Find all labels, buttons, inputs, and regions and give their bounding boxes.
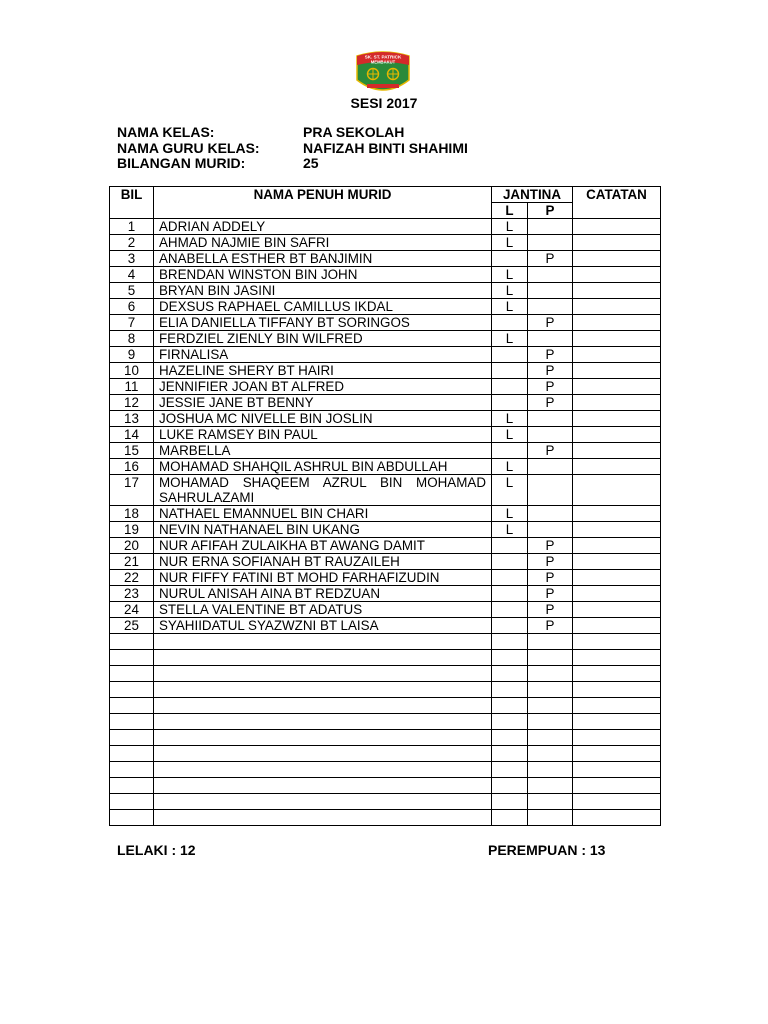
- table-row: [110, 618, 661, 634]
- cell-bil: 6: [110, 299, 154, 315]
- cell-male: [492, 618, 528, 634]
- header-notes: CATATAN: [573, 187, 661, 219]
- cell-male: [492, 251, 528, 267]
- header-gender: JANTINA: [492, 187, 573, 203]
- cell-notes: [573, 554, 661, 570]
- cell-student-name: BRYAN BIN JASINI: [154, 283, 492, 299]
- cell-bil: 13: [110, 411, 154, 427]
- table-row: [110, 315, 661, 331]
- cell-bil: 19: [110, 522, 154, 538]
- cell-bil: 3: [110, 251, 154, 267]
- empty-cell: [110, 682, 154, 698]
- info-value: PRA SEKOLAH: [303, 124, 405, 140]
- table-row: [110, 347, 661, 363]
- empty-cell: [573, 682, 661, 698]
- cell-male: L: [492, 427, 528, 443]
- cell-student-name: ANABELLA ESTHER BT BANJIMIN: [154, 251, 492, 267]
- cell-notes: [573, 315, 661, 331]
- table-row: [110, 251, 661, 267]
- empty-cell: [154, 634, 492, 650]
- table-row: [110, 586, 661, 602]
- cell-notes: [573, 251, 661, 267]
- table-row: [110, 283, 661, 299]
- male-total: LELAKI : 12: [117, 842, 196, 858]
- cell-male: L: [492, 411, 528, 427]
- cell-notes: [573, 395, 661, 411]
- empty-cell: [110, 698, 154, 714]
- table-row: [110, 443, 661, 459]
- empty-cell: [154, 714, 492, 730]
- cell-student-name: ELIA DANIELLA TIFFANY BT SORINGOS: [154, 315, 492, 331]
- empty-cell: [110, 730, 154, 746]
- empty-cell: [110, 746, 154, 762]
- empty-cell: [110, 794, 154, 810]
- empty-cell: [154, 810, 492, 826]
- empty-row: [110, 682, 661, 698]
- cell-female: P: [528, 315, 573, 331]
- cell-bil: 17: [110, 475, 154, 506]
- cell-bil: 14: [110, 427, 154, 443]
- empty-cell: [110, 762, 154, 778]
- cell-male: [492, 347, 528, 363]
- empty-cell: [492, 714, 528, 730]
- cell-male: [492, 379, 528, 395]
- cell-student-name: JENNIFIER JOAN BT ALFRED: [154, 379, 492, 395]
- cell-female: [528, 219, 573, 235]
- cell-female: P: [528, 538, 573, 554]
- empty-cell: [573, 762, 661, 778]
- cell-student-name: FERDZIEL ZIENLY BIN WILFRED: [154, 331, 492, 347]
- empty-cell: [110, 714, 154, 730]
- cell-bil: 5: [110, 283, 154, 299]
- empty-cell: [154, 746, 492, 762]
- cell-bil: 7: [110, 315, 154, 331]
- cell-bil: 1: [110, 219, 154, 235]
- school-crest-logo: [353, 50, 413, 96]
- empty-cell: [528, 794, 573, 810]
- empty-cell: [154, 666, 492, 682]
- empty-cell: [573, 698, 661, 714]
- empty-cell: [492, 650, 528, 666]
- cell-student-name: NURUL ANISAH AINA BT REDZUAN: [154, 586, 492, 602]
- teacher-name-row: [117, 141, 468, 157]
- cell-notes: [573, 475, 661, 506]
- cell-female: [528, 235, 573, 251]
- empty-cell: [528, 666, 573, 682]
- cell-student-name: FIRNALISA: [154, 347, 492, 363]
- cell-bil: 20: [110, 538, 154, 554]
- header-name: NAMA PENUH MURID: [154, 187, 492, 219]
- empty-cell: [528, 746, 573, 762]
- cell-male: [492, 443, 528, 459]
- cell-male: L: [492, 506, 528, 522]
- empty-row: [110, 762, 661, 778]
- table-row: [110, 235, 661, 251]
- cell-student-name: ADRIAN ADDELY: [154, 219, 492, 235]
- cell-male: [492, 570, 528, 586]
- cell-bil: 16: [110, 459, 154, 475]
- table-row: [110, 602, 661, 618]
- cell-female: P: [528, 443, 573, 459]
- cell-male: [492, 363, 528, 379]
- empty-cell: [492, 810, 528, 826]
- empty-cell: [528, 762, 573, 778]
- table-row: [110, 506, 661, 522]
- empty-cell: [492, 778, 528, 794]
- cell-notes: [573, 331, 661, 347]
- cell-female: [528, 411, 573, 427]
- student-count-row: [117, 156, 468, 172]
- roster-body: [110, 219, 661, 826]
- cell-male: [492, 554, 528, 570]
- cell-female: [528, 299, 573, 315]
- empty-cell: [110, 810, 154, 826]
- empty-cell: [573, 778, 661, 794]
- empty-cell: [573, 810, 661, 826]
- cell-bil: 21: [110, 554, 154, 570]
- table-row: [110, 299, 661, 315]
- empty-cell: [154, 730, 492, 746]
- cell-male: L: [492, 283, 528, 299]
- class-name-row: [117, 125, 468, 141]
- cell-notes: [573, 267, 661, 283]
- cell-male: L: [492, 522, 528, 538]
- cell-notes: [573, 427, 661, 443]
- svg-text:SK. ST. PATRICK: SK. ST. PATRICK: [364, 54, 402, 60]
- student-roster-table: [109, 186, 661, 826]
- cell-female: P: [528, 586, 573, 602]
- cell-student-name: SYAHIIDATUL SYAZWZNI BT LAISA: [154, 618, 492, 634]
- empty-cell: [573, 730, 661, 746]
- info-label: NAMA GURU KELAS:: [117, 139, 260, 156]
- empty-row: [110, 666, 661, 682]
- cell-student-name: NUR ERNA SOFIANAH BT RAUZAILEH: [154, 554, 492, 570]
- cell-bil: 11: [110, 379, 154, 395]
- cell-male: L: [492, 267, 528, 283]
- cell-notes: [573, 219, 661, 235]
- cell-notes: [573, 459, 661, 475]
- empty-cell: [492, 634, 528, 650]
- cell-notes: [573, 283, 661, 299]
- empty-cell: [528, 810, 573, 826]
- empty-cell: [492, 698, 528, 714]
- cell-bil: 24: [110, 602, 154, 618]
- empty-cell: [154, 778, 492, 794]
- cell-student-name: AHMAD NAJMIE BIN SAFRI: [154, 235, 492, 251]
- table-row: [110, 379, 661, 395]
- cell-notes: [573, 602, 661, 618]
- empty-cell: [528, 698, 573, 714]
- cell-student-name: NUR AFIFAH ZULAIKHA BT AWANG DAMIT: [154, 538, 492, 554]
- cell-male: L: [492, 459, 528, 475]
- cell-bil: 4: [110, 267, 154, 283]
- cell-notes: [573, 299, 661, 315]
- empty-cell: [154, 650, 492, 666]
- cell-bil: 15: [110, 443, 154, 459]
- cell-notes: [573, 586, 661, 602]
- cell-notes: [573, 538, 661, 554]
- cell-notes: [573, 522, 661, 538]
- empty-row: [110, 746, 661, 762]
- table-row: [110, 363, 661, 379]
- cell-female: [528, 427, 573, 443]
- cell-notes: [573, 570, 661, 586]
- table-row: [110, 538, 661, 554]
- cell-female: P: [528, 618, 573, 634]
- empty-row: [110, 730, 661, 746]
- cell-bil: 25: [110, 618, 154, 634]
- cell-female: [528, 331, 573, 347]
- svg-text:MEMBAKUT: MEMBAKUT: [370, 59, 396, 65]
- cell-bil: 9: [110, 347, 154, 363]
- cell-female: P: [528, 379, 573, 395]
- empty-row: [110, 794, 661, 810]
- empty-cell: [528, 778, 573, 794]
- table-row: [110, 219, 661, 235]
- empty-cell: [492, 666, 528, 682]
- cell-male: L: [492, 235, 528, 251]
- empty-cell: [528, 650, 573, 666]
- cell-bil: 23: [110, 586, 154, 602]
- empty-cell: [492, 794, 528, 810]
- cell-student-name: NEVIN NATHANAEL BIN UKANG: [154, 522, 492, 538]
- cell-female: [528, 506, 573, 522]
- empty-cell: [110, 650, 154, 666]
- empty-cell: [528, 730, 573, 746]
- cell-notes: [573, 506, 661, 522]
- empty-row: [110, 634, 661, 650]
- table-row: [110, 522, 661, 538]
- empty-cell: [573, 794, 661, 810]
- empty-cell: [573, 714, 661, 730]
- cell-male: [492, 602, 528, 618]
- cell-female: [528, 522, 573, 538]
- cell-female: P: [528, 395, 573, 411]
- session-title: SESI 2017: [350, 95, 418, 111]
- table-row: [110, 395, 661, 411]
- cell-notes: [573, 411, 661, 427]
- cell-notes: [573, 347, 661, 363]
- cell-male: L: [492, 331, 528, 347]
- info-value: 25: [303, 155, 319, 171]
- empty-cell: [154, 698, 492, 714]
- cell-female: P: [528, 347, 573, 363]
- cell-student-name: BRENDAN WINSTON BIN JOHN: [154, 267, 492, 283]
- cell-notes: [573, 618, 661, 634]
- cell-student-name: MOHAMAD SHAQEEM AZRUL BIN MOHAMAD SAHRULAZAMI: [154, 475, 492, 506]
- cell-male: L: [492, 299, 528, 315]
- cell-male: L: [492, 475, 528, 506]
- table-row: [110, 427, 661, 443]
- table-row: [110, 554, 661, 570]
- header-female: P: [528, 203, 573, 219]
- empty-cell: [528, 634, 573, 650]
- empty-cell: [154, 762, 492, 778]
- empty-row: [110, 778, 661, 794]
- empty-cell: [110, 666, 154, 682]
- empty-cell: [110, 634, 154, 650]
- class-info: [117, 125, 468, 172]
- cell-student-name: MOHAMAD SHAHQIL ASHRUL BIN ABDULLAH: [154, 459, 492, 475]
- cell-student-name: NUR FIFFY FATINI BT MOHD FARHAFIZUDIN: [154, 570, 492, 586]
- table-row: [110, 475, 661, 506]
- cell-student-name: HAZELINE SHERY BT HAIRI: [154, 363, 492, 379]
- cell-male: [492, 586, 528, 602]
- info-label: BILANGAN MURID:: [117, 155, 246, 171]
- cell-bil: 12: [110, 395, 154, 411]
- cell-bil: 8: [110, 331, 154, 347]
- header-bil: BIL: [110, 187, 154, 219]
- cell-female: P: [528, 251, 573, 267]
- table-row: [110, 570, 661, 586]
- empty-cell: [492, 746, 528, 762]
- cell-female: P: [528, 570, 573, 586]
- cell-notes: [573, 443, 661, 459]
- table-row: [110, 459, 661, 475]
- cell-male: [492, 315, 528, 331]
- cell-female: P: [528, 554, 573, 570]
- cell-student-name: NATHAEL EMANNUEL BIN CHARI: [154, 506, 492, 522]
- empty-cell: [492, 762, 528, 778]
- info-label: NAMA KELAS:: [117, 124, 215, 140]
- empty-cell: [492, 730, 528, 746]
- cell-bil: 22: [110, 570, 154, 586]
- empty-cell: [528, 714, 573, 730]
- cell-notes: [573, 363, 661, 379]
- empty-row: [110, 650, 661, 666]
- cell-female: [528, 459, 573, 475]
- table-row: [110, 411, 661, 427]
- empty-cell: [154, 794, 492, 810]
- cell-male: [492, 538, 528, 554]
- empty-row: [110, 714, 661, 730]
- cell-bil: 2: [110, 235, 154, 251]
- cell-student-name: MARBELLA: [154, 443, 492, 459]
- cell-student-name: DEXSUS RAPHAEL CAMILLUS IKDAL: [154, 299, 492, 315]
- cell-student-name: LUKE RAMSEY BIN PAUL: [154, 427, 492, 443]
- cell-female: [528, 475, 573, 506]
- empty-cell: [573, 634, 661, 650]
- cell-female: [528, 267, 573, 283]
- cell-bil: 10: [110, 363, 154, 379]
- empty-cell: [573, 650, 661, 666]
- cell-female: [528, 283, 573, 299]
- table-row: [110, 331, 661, 347]
- empty-cell: [154, 682, 492, 698]
- cell-male: L: [492, 219, 528, 235]
- cell-male: [492, 395, 528, 411]
- empty-cell: [573, 746, 661, 762]
- header-male: L: [492, 203, 528, 219]
- empty-row: [110, 698, 661, 714]
- cell-female: P: [528, 363, 573, 379]
- female-total: PEREMPUAN : 13: [488, 842, 606, 858]
- empty-cell: [492, 682, 528, 698]
- cell-bil: 18: [110, 506, 154, 522]
- cell-student-name: STELLA VALENTINE BT ADATUS: [154, 602, 492, 618]
- cell-student-name: JESSIE JANE BT BENNY: [154, 395, 492, 411]
- empty-cell: [573, 666, 661, 682]
- cell-notes: [573, 235, 661, 251]
- cell-student-name: JOSHUA MC NIVELLE BIN JOSLIN: [154, 411, 492, 427]
- cell-notes: [573, 379, 661, 395]
- empty-row: [110, 810, 661, 826]
- table-row: [110, 267, 661, 283]
- empty-cell: [528, 682, 573, 698]
- empty-cell: [110, 778, 154, 794]
- info-value: NAFIZAH BINTI SHAHIMI: [303, 139, 468, 156]
- cell-female: P: [528, 602, 573, 618]
